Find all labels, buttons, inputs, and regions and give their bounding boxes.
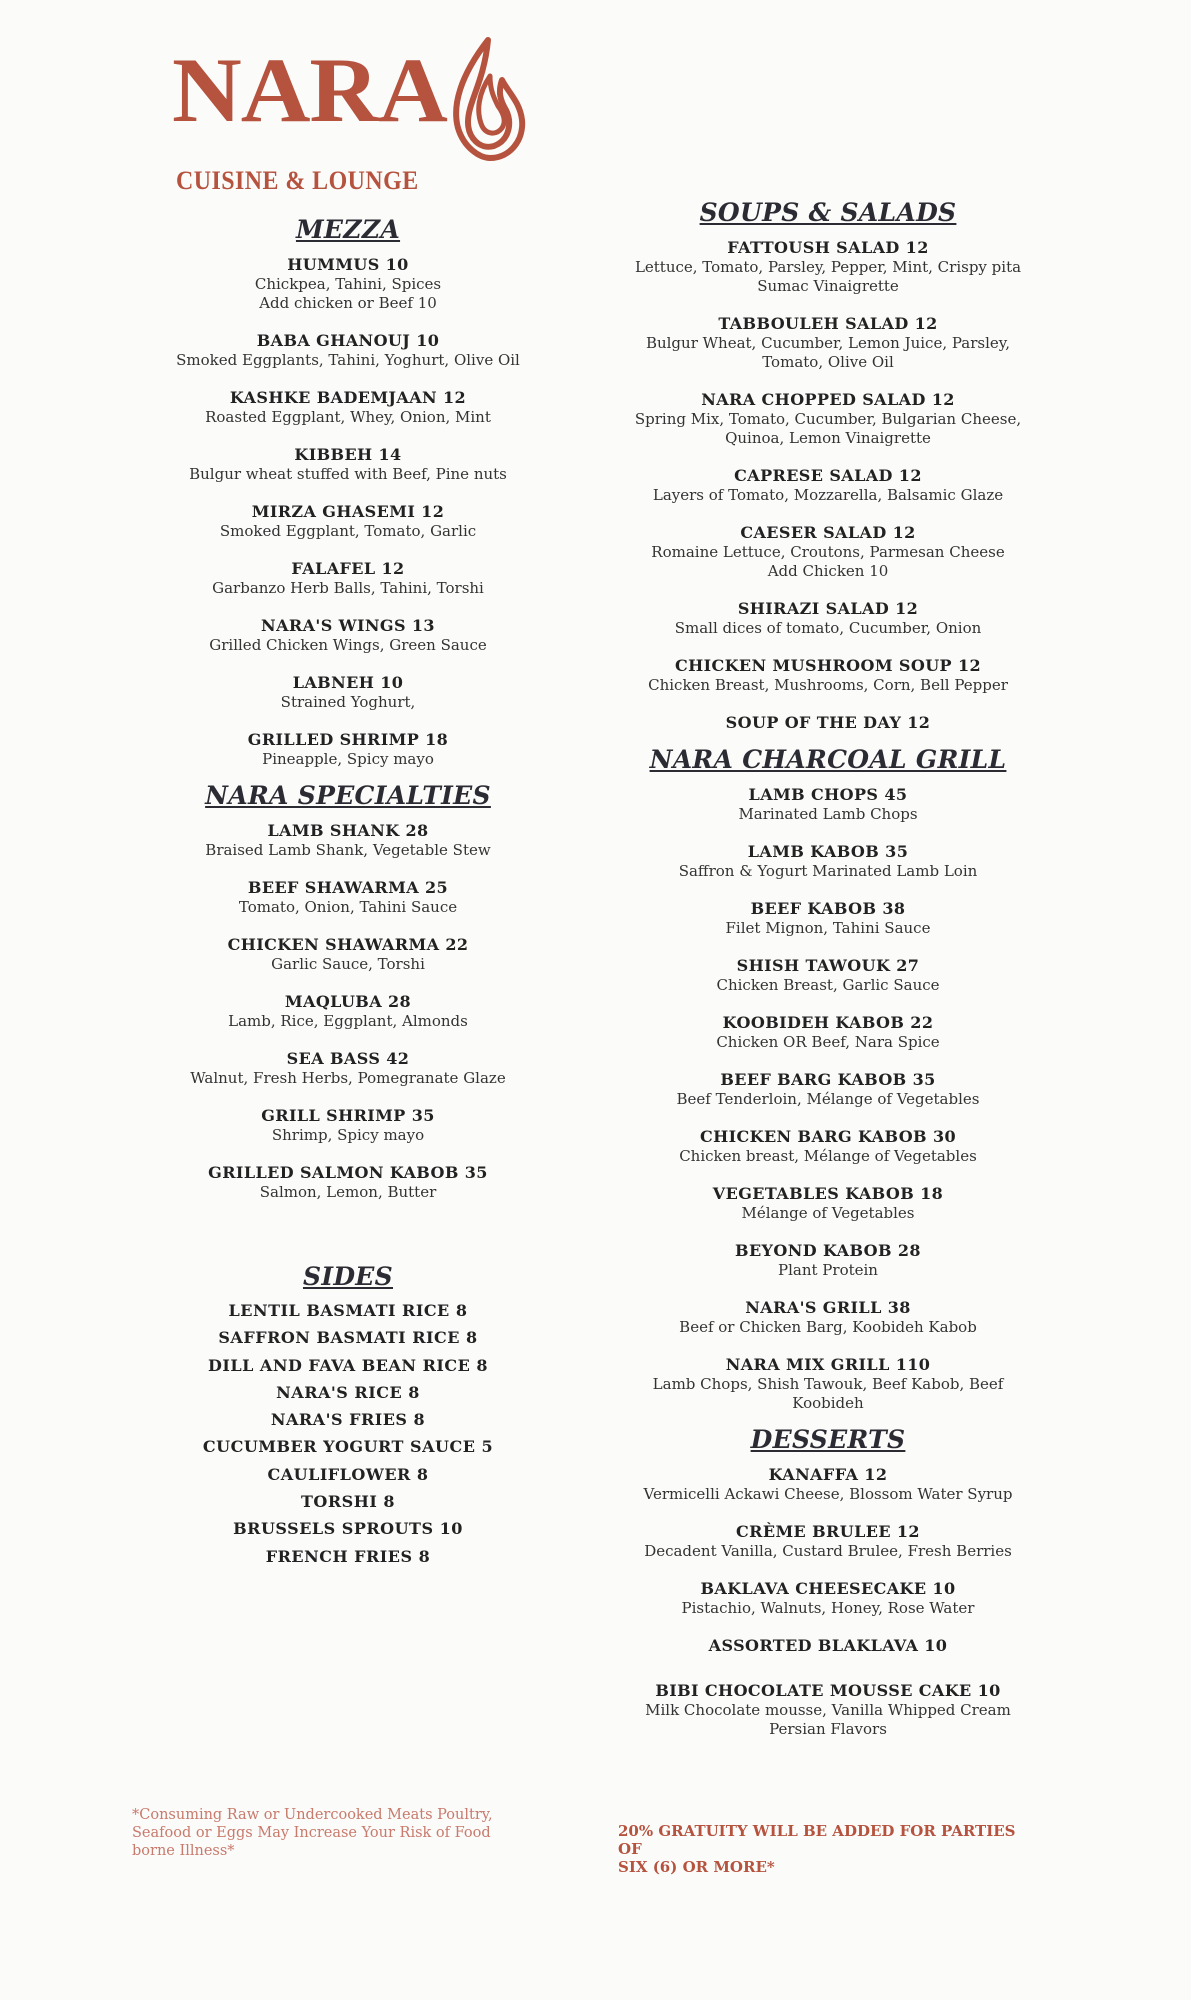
item-name: LAMB SHANK 28 xyxy=(267,821,429,840)
item-desc: Koobideh xyxy=(792,1394,864,1412)
menu-item xyxy=(620,655,1036,695)
item-desc: Braised Lamb Shank, Vegetable Stew xyxy=(205,841,491,859)
item-name: FALAFEL 12 xyxy=(291,559,405,578)
item-name: SEA BASS 42 xyxy=(286,1049,410,1068)
item-desc: Roasted Eggplant, Whey, Onion, Mint xyxy=(205,408,491,426)
side-item: NARA'S FRIES 8 xyxy=(270,1410,426,1430)
item-desc: Garlic Sauce, Torshi xyxy=(271,955,425,973)
menu-item xyxy=(620,465,1036,505)
menu-item xyxy=(150,820,546,860)
item-desc: Chicken Breast, Mushrooms, Corn, Bell Pepper xyxy=(648,676,1008,694)
side-item: BRUSSELS SPROUTS 10 xyxy=(233,1519,463,1539)
item-desc: Bulgur Wheat, Cucumber, Lemon Juice, Parsley, xyxy=(645,334,1011,352)
menu-item xyxy=(620,389,1036,448)
section-title-charcoal-grill: NARA CHARCOAL GRILL xyxy=(649,745,1007,774)
item-name: SHISH TAWOUK 27 xyxy=(736,956,920,975)
section-title-mezza: MEZZA xyxy=(295,215,401,244)
item-desc: Romaine Lettuce, Croutons, Parmesan Cheese xyxy=(651,543,1005,561)
item-desc: Garbanzo Herb Balls, Tahini, Torshi xyxy=(212,579,484,597)
menu-item xyxy=(150,1105,546,1145)
side-item: CAULIFLOWER 8 xyxy=(267,1464,429,1484)
menu-item xyxy=(150,387,546,427)
item-name: GRILLED SHRIMP 18 xyxy=(247,730,449,749)
item-name: MIRZA GHASEMI 12 xyxy=(251,502,445,521)
side-item: TORSHI 8 xyxy=(301,1492,395,1512)
gratuity-line: SIX (6) OR MORE* xyxy=(618,1858,775,1876)
menu-item xyxy=(620,898,1036,938)
raw-food-warning xyxy=(132,1806,532,1860)
brand-name: NARA xyxy=(172,39,447,141)
menu-item xyxy=(620,1126,1036,1166)
item-desc: Sumac Vinaigrette xyxy=(757,277,899,295)
item-name: BEEF BARG KABOB 35 xyxy=(720,1070,936,1089)
menu-item xyxy=(620,1183,1036,1223)
item-name: VEGETABLES KABOB 18 xyxy=(712,1184,944,1203)
item-name: CHICKEN BARG KABOB 30 xyxy=(699,1127,957,1146)
item-name: LAMB CHOPS 45 xyxy=(748,785,908,804)
item-desc: Lamb Chops, Shish Tawouk, Beef Kabob, Beef xyxy=(652,1375,1004,1393)
item-desc: Walnut, Fresh Herbs, Pomegranate Glaze xyxy=(190,1069,506,1087)
brand-subtitle: CUISINE & LOUNGE xyxy=(176,166,419,195)
flame-icon xyxy=(448,36,528,161)
item-desc: Saffron & Yogurt Marinated Lamb Loin xyxy=(678,862,978,880)
menu-item xyxy=(150,254,546,313)
item-name: KANAFFA 12 xyxy=(768,1465,888,1484)
menu-item xyxy=(150,991,546,1031)
menu-item xyxy=(150,558,546,598)
menu-item xyxy=(620,1240,1036,1280)
menu-item xyxy=(620,1069,1036,1109)
item-name: CHICKEN SHAWARMA 22 xyxy=(227,935,469,954)
menu-item xyxy=(620,1012,1036,1052)
item-name: HUMMUS 10 xyxy=(287,255,409,274)
item-desc: Tomato, Olive Oil xyxy=(762,353,894,371)
item-desc: Vermicelli Ackawi Cheese, Blossom Water Syrup xyxy=(643,1485,1013,1503)
menu-item xyxy=(150,729,546,769)
item-name: LAMB KABOB 35 xyxy=(747,842,909,861)
item-name: FATTOUSH SALAD 12 xyxy=(727,238,929,257)
item-name: TABBOULEH SALAD 12 xyxy=(718,314,938,333)
item-desc: Salmon, Lemon, Butter xyxy=(259,1183,437,1201)
item-desc: Lettuce, Tomato, Parsley, Pepper, Mint, Crispy pita xyxy=(634,258,1022,276)
menu-item xyxy=(620,1354,1036,1413)
menu-item xyxy=(150,615,546,655)
item-name: SHIRAZI SALAD 12 xyxy=(737,599,919,618)
menu-item xyxy=(620,955,1036,995)
item-desc: Pistachio, Walnuts, Honey, Rose Water xyxy=(681,1599,975,1617)
item-desc: Filet Mignon, Tahini Sauce xyxy=(725,919,931,937)
menu-item xyxy=(620,784,1036,824)
menu-item xyxy=(620,1578,1036,1618)
item-desc: Tomato, Onion, Tahini Sauce xyxy=(238,898,458,916)
menu-item xyxy=(620,522,1036,581)
item-desc: Milk Chocolate mousse, Vanilla Whipped Cream xyxy=(645,1701,1011,1719)
menu-item xyxy=(150,1048,546,1088)
menu-item xyxy=(620,237,1036,296)
menu-item xyxy=(150,501,546,541)
item-desc: Add Chicken 10 xyxy=(767,562,889,580)
item-name: NARA CHOPPED SALAD 12 xyxy=(701,390,955,409)
right-column xyxy=(620,198,1036,1756)
item-name: GRILL SHRIMP 35 xyxy=(261,1106,435,1125)
menu-item xyxy=(620,1635,1036,1656)
menu-item xyxy=(620,313,1036,372)
menu-item xyxy=(620,598,1036,638)
item-desc: Chickpea, Tahini, Spices xyxy=(254,275,442,293)
item-desc: Marinated Lamb Chops xyxy=(738,805,918,823)
menu-item xyxy=(150,1162,546,1202)
side-item: DILL AND FAVA BEAN RICE 8 xyxy=(208,1355,488,1375)
item-name: GRILLED SALMON KABOB 35 xyxy=(208,1163,488,1182)
menu-item xyxy=(150,934,546,974)
item-desc: Chicken breast, Mélange of Vegetables xyxy=(679,1147,977,1165)
gratuity-note xyxy=(618,1822,1038,1876)
menu-item xyxy=(620,1521,1036,1561)
section-title-specialties: NARA SPECIALTIES xyxy=(205,781,491,810)
side-item: NARA'S RICE 8 xyxy=(276,1382,420,1402)
warning-line: Seafood or Eggs May Increase Your Risk of Food xyxy=(132,1825,491,1841)
side-item: SAFFRON BASMATI RICE 8 xyxy=(218,1328,478,1348)
item-name: NARA'S WINGS 13 xyxy=(261,616,435,635)
item-name: LABNEH 10 xyxy=(292,673,404,692)
item-name: BAKLAVA CHEESECAKE 10 xyxy=(700,1579,956,1598)
item-desc: Spring Mix, Tomato, Cucumber, Bulgarian Cheese, xyxy=(634,410,1022,428)
menu-item xyxy=(620,1297,1036,1337)
item-name: NARA MIX GRILL 110 xyxy=(725,1355,931,1374)
side-item: FRENCH FRIES 8 xyxy=(265,1546,431,1566)
item-name: BABA GHANOUJ 10 xyxy=(256,331,440,350)
left-column xyxy=(150,215,546,1570)
menu-item xyxy=(620,1680,1036,1739)
menu-item xyxy=(150,877,546,917)
item-desc: Layers of Tomato, Mozzarella, Balsamic Glaze xyxy=(652,486,1004,504)
item-desc: Beef Tenderloin, Mélange of Vegetables xyxy=(676,1090,980,1108)
item-desc: Shrimp, Spicy mayo xyxy=(271,1126,425,1144)
side-item: LENTIL BASMATI RICE 8 xyxy=(228,1301,468,1320)
item-desc: Bulgur wheat stuffed with Beef, Pine nuts xyxy=(189,465,507,483)
item-desc: Beef or Chicken Barg, Koobideh Kabob xyxy=(679,1318,977,1336)
warning-line: *Consuming Raw or Undercooked Meats Poultry, xyxy=(132,1807,493,1823)
item-name: CAPRESE SALAD 12 xyxy=(734,466,922,485)
item-name: BIBI CHOCOLATE MOUSSE CAKE 10 xyxy=(655,1681,1001,1700)
item-desc: Plant Protein xyxy=(778,1261,878,1279)
section-title-desserts: DESSERTS xyxy=(750,1425,906,1454)
item-desc: Lamb, Rice, Eggplant, Almonds xyxy=(228,1012,468,1030)
item-name: BEEF KABOB 38 xyxy=(750,899,906,918)
section-title-sides: SIDES xyxy=(302,1262,394,1291)
item-name: BEYOND KABOB 28 xyxy=(735,1241,921,1260)
item-desc: Smoked Eggplants, Tahini, Yoghurt, Olive Oil xyxy=(176,351,520,369)
item-desc: Quinoa, Lemon Vinaigrette xyxy=(725,429,931,447)
section-title-soups-salads: SOUPS & SALADS xyxy=(699,198,957,227)
item-desc: Chicken Breast, Garlic Sauce xyxy=(716,976,940,994)
item-desc: Mélange of Vegetables xyxy=(741,1204,915,1222)
item-name: NARA'S GRILL 38 xyxy=(745,1298,911,1317)
item-name: CRÈME BRULEE 12 xyxy=(736,1522,920,1541)
item-desc: Strained Yoghurt, xyxy=(280,693,416,711)
menu-item xyxy=(150,672,546,712)
item-desc: Add chicken or Beef 10 xyxy=(259,294,437,312)
side-item: CUCUMBER YOGURT SAUCE 5 xyxy=(202,1437,494,1457)
menu-item xyxy=(150,444,546,484)
menu-item xyxy=(620,1464,1036,1504)
item-desc: Smoked Eggplant, Tomato, Garlic xyxy=(219,522,477,540)
item-name: CAESER SALAD 12 xyxy=(740,523,916,542)
warning-line: borne Illness* xyxy=(132,1843,235,1859)
item-name: CHICKEN MUSHROOM SOUP 12 xyxy=(674,656,982,675)
item-desc: Persian Flavors xyxy=(769,1720,887,1738)
item-name: KASHKE BADEMJAAN 12 xyxy=(229,388,467,407)
item-name: BEEF SHAWARMA 25 xyxy=(247,878,449,897)
item-desc: Chicken OR Beef, Nara Spice xyxy=(716,1033,940,1051)
menu-item xyxy=(620,712,1036,733)
menu-item xyxy=(620,841,1036,881)
item-name: KOOBIDEH KABOB 22 xyxy=(722,1013,934,1032)
item-desc: Decadent Vanilla, Custard Brulee, Fresh Berries xyxy=(644,1542,1012,1560)
item-name: ASSORTED BLAKLAVA 10 xyxy=(708,1636,948,1655)
menu-item xyxy=(150,330,546,370)
gratuity-line: 20% GRATUITY WILL BE ADDED FOR PARTIES OF xyxy=(618,1822,1016,1858)
item-name: KIBBEH 14 xyxy=(294,445,402,464)
item-desc: Grilled Chicken Wings, Green Sauce xyxy=(209,636,487,654)
item-desc: Pineapple, Spicy mayo xyxy=(262,750,434,768)
item-name: MAQLUBA 28 xyxy=(284,992,412,1011)
item-desc: Small dices of tomato, Cucumber, Onion xyxy=(674,619,982,637)
item-name: SOUP OF THE DAY 12 xyxy=(725,713,931,732)
